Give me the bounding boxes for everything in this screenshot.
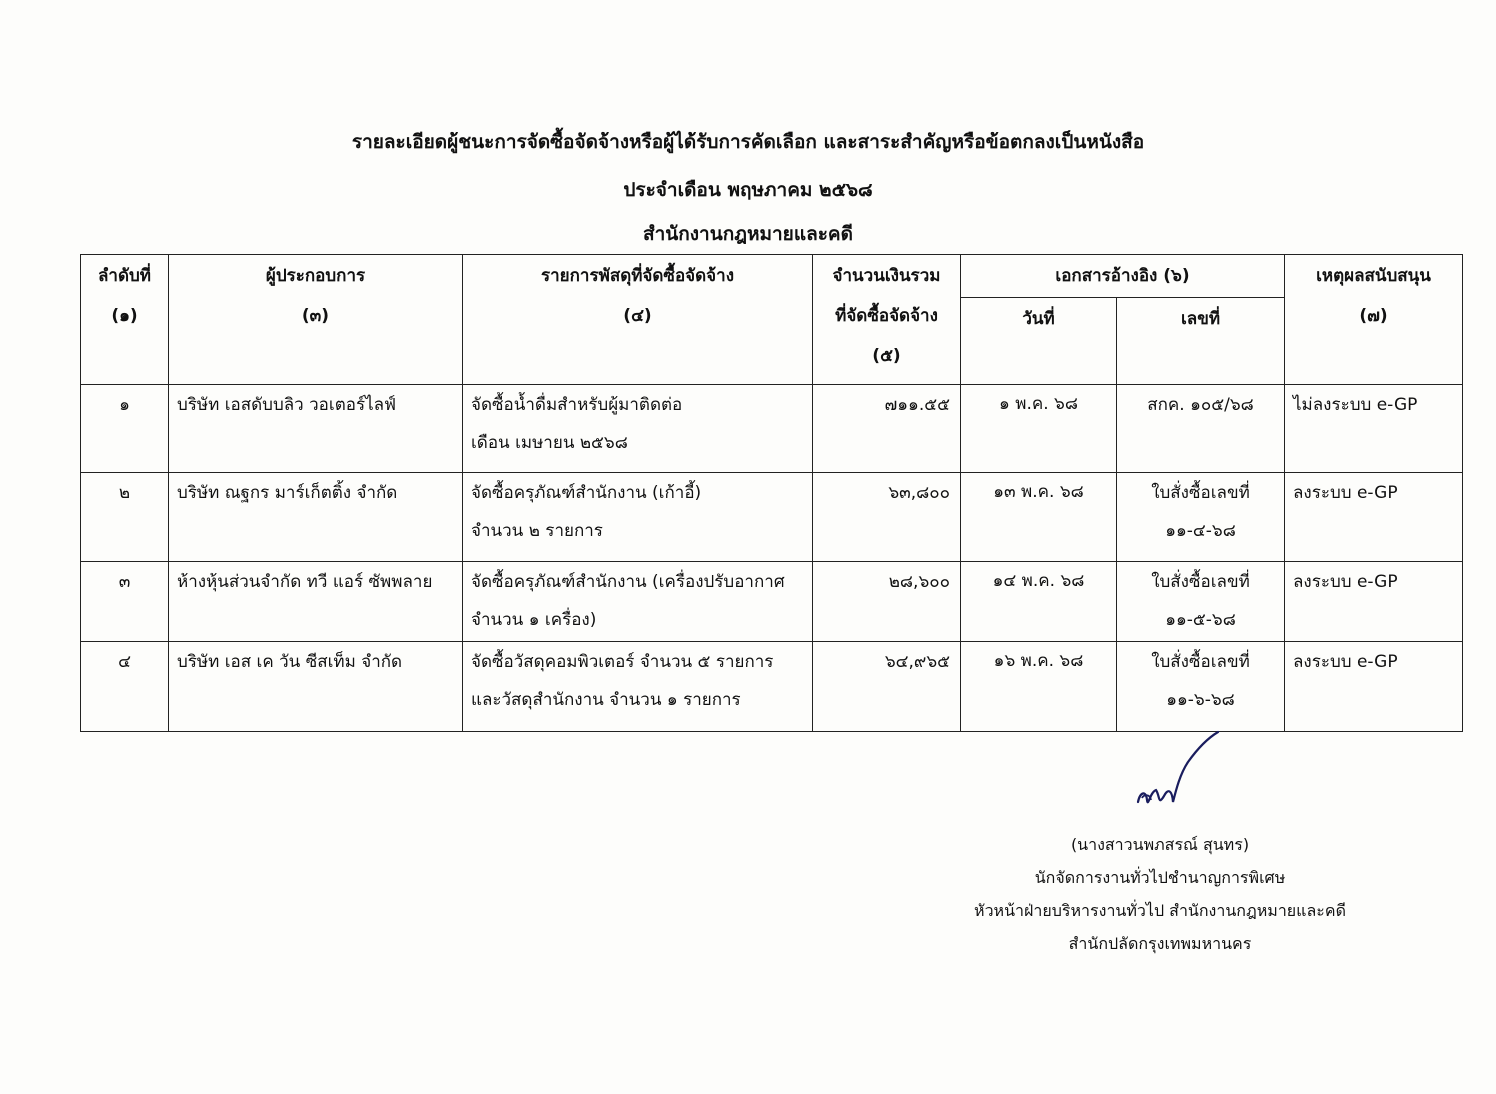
header-reason xyxy=(1285,255,1463,385)
header-amount-code: (๕) xyxy=(872,346,901,366)
item-line2: และวัสดุสำนักงาน จำนวน ๑ รายการ xyxy=(471,690,741,710)
ref-line1: ใบสั่งซื้อเลขที่ xyxy=(1151,483,1250,503)
header-item xyxy=(463,255,813,385)
signer-position: นักจัดการงานทั่วไปชำนาญการพิเศษ xyxy=(1034,868,1286,887)
header-vendor-code: (๓) xyxy=(301,306,330,326)
table-row xyxy=(81,562,1463,642)
cell-ref-no xyxy=(1117,642,1285,732)
reason-value: ลงระบบ e-GP xyxy=(1293,572,1398,592)
table-row xyxy=(81,642,1463,732)
item-line1: จัดซื้อน้ำดื่มสำหรับผู้มาติดต่อ xyxy=(471,395,683,415)
date-value: ๑ พ.ค. ๖๘ xyxy=(999,394,1078,414)
date-value: ๑๓ พ.ค. ๖๘ xyxy=(993,482,1084,502)
header-reason-label: เหตุผลสนับสนุน xyxy=(1316,266,1431,286)
header-no xyxy=(81,255,169,385)
header-vendor-label: ผู้ประกอบการ xyxy=(265,266,366,286)
ref-line1: สกค. ๑๐๕/๖๘ xyxy=(1147,395,1254,415)
document-title: รายละเอียดผู้ชนะการจัดซื้อจัดจ้างหรือผู้ได้รับการคัดเลือก และสาระสำคัญหรือข้อตกลงเป็นหนังสือ xyxy=(351,131,1145,153)
cell-no: ๒ xyxy=(81,473,169,562)
cell-item xyxy=(463,385,813,473)
vendor-name: ห้างหุ้นส่วนจำกัด ทวี แอร์ ซัพพลาย xyxy=(177,572,433,592)
signature-block xyxy=(950,828,1370,960)
ref-line2: ๑๑-๔-๖๘ xyxy=(1165,521,1236,541)
cell-vendor xyxy=(169,473,463,562)
cell-ref-no xyxy=(1117,385,1285,473)
ref-line1: ใบสั่งซื้อเลขที่ xyxy=(1151,572,1250,592)
cell-no: ๓ xyxy=(81,562,169,642)
header-vendor xyxy=(169,255,463,385)
header-no-code: (๑) xyxy=(111,306,138,326)
header-item-code: (๔) xyxy=(623,306,652,326)
amount-value: ๖๔,๙๖๕ xyxy=(884,652,950,672)
cell-vendor xyxy=(169,642,463,732)
vendor-name: บริษัท ณฐกร มาร์เก็ตติ้ง จำกัด xyxy=(177,483,398,503)
header-item-label: รายการพัสดุที่จัดซื้อจัดจ้าง xyxy=(541,266,734,286)
signer-department: หัวหน้าฝ่ายบริหารงานทั่วไป สำนักงานกฎหมายและคดี xyxy=(974,901,1346,920)
cell-vendor xyxy=(169,385,463,473)
item-line1: จัดซื้อครุภัณฑ์สำนักงาน (เก้าอี้) xyxy=(471,483,702,503)
date-value: ๑๔ พ.ค. ๖๘ xyxy=(992,571,1085,591)
header-date-label: วันที่ xyxy=(1022,309,1055,329)
cell-date xyxy=(961,473,1117,562)
handwritten-signature xyxy=(1120,730,1230,820)
reason-value: ลงระบบ e-GP xyxy=(1293,652,1398,672)
ref-line2: ๑๑-๖-๖๘ xyxy=(1166,690,1235,710)
amount-value: ๗๑๑.๕๕ xyxy=(884,395,950,415)
cell-item xyxy=(463,642,813,732)
amount-value: ๖๓,๘๐๐ xyxy=(888,483,950,503)
header-date xyxy=(961,298,1117,385)
vendor-name: บริษัท เอสดับบลิว วอเตอร์ไลฟ์ xyxy=(177,395,397,415)
reason-value: ไม่ลงระบบ e-GP xyxy=(1293,395,1418,415)
cell-ref-no xyxy=(1117,473,1285,562)
cell-item xyxy=(463,473,813,562)
header-ref-doc-label: เอกสารอ้างอิง (๖) xyxy=(1055,266,1190,286)
header-ref-no xyxy=(1117,298,1285,385)
document-office: สำนักงานกฎหมายและคดี xyxy=(643,223,853,245)
table-row xyxy=(81,473,1463,562)
document-period: ประจำเดือน พฤษภาคม ๒๕๖๘ xyxy=(623,179,873,201)
amount-value: ๒๘,๖๐๐ xyxy=(888,572,950,592)
item-line2: เดือน เมษายน ๒๕๖๘ xyxy=(471,433,628,453)
cell-date xyxy=(961,385,1117,473)
header-amount-line2: ที่จัดซื้อจัดจ้าง xyxy=(835,306,938,326)
ref-line1: ใบสั่งซื้อเลขที่ xyxy=(1151,652,1250,672)
signer-office: สำนักปลัดกรุงเทพมหานคร xyxy=(1068,934,1252,953)
date-value: ๑๖ พ.ค. ๖๘ xyxy=(993,651,1084,671)
procurement-table xyxy=(80,254,1463,732)
cell-amount xyxy=(813,642,961,732)
header-no-label: ลำดับที่ xyxy=(97,266,151,286)
header-reason-code: (๗) xyxy=(1359,306,1388,326)
cell-no: ๑ xyxy=(81,385,169,473)
cell-reason xyxy=(1285,385,1463,473)
cell-amount xyxy=(813,473,961,562)
item-line2: จำนวน ๒ รายการ xyxy=(471,521,603,541)
item-line2: จำนวน ๑ เครื่อง) xyxy=(471,610,597,630)
cell-amount xyxy=(813,385,961,473)
header-ref-no-label: เลขที่ xyxy=(1180,309,1221,329)
cell-no: ๔ xyxy=(81,642,169,732)
reason-value: ลงระบบ e-GP xyxy=(1293,483,1398,503)
cell-amount xyxy=(813,562,961,642)
cell-reason xyxy=(1285,642,1463,732)
cell-ref-no xyxy=(1117,562,1285,642)
ref-line2: ๑๑-๕-๖๘ xyxy=(1165,610,1236,630)
cell-vendor xyxy=(169,562,463,642)
cell-reason xyxy=(1285,562,1463,642)
cell-date xyxy=(961,562,1117,642)
header-amount xyxy=(813,255,961,385)
table-row xyxy=(81,385,1463,473)
item-line1: จัดซื้อวัสดุคอมพิวเตอร์ จำนวน ๕ รายการ xyxy=(471,652,774,672)
cell-item xyxy=(463,562,813,642)
cell-reason xyxy=(1285,473,1463,562)
cell-date xyxy=(961,642,1117,732)
header-amount-line1: จำนวนเงินรวม xyxy=(832,266,941,286)
signer-name: (นางสาวนพภสรณ์ สุนทร) xyxy=(1070,835,1250,854)
header-ref-doc xyxy=(961,255,1285,298)
item-line1: จัดซื้อครุภัณฑ์สำนักงาน (เครื่องปรับอากาศ xyxy=(471,572,785,592)
vendor-name: บริษัท เอส เค วัน ซีสเท็ม จำกัด xyxy=(177,652,403,672)
